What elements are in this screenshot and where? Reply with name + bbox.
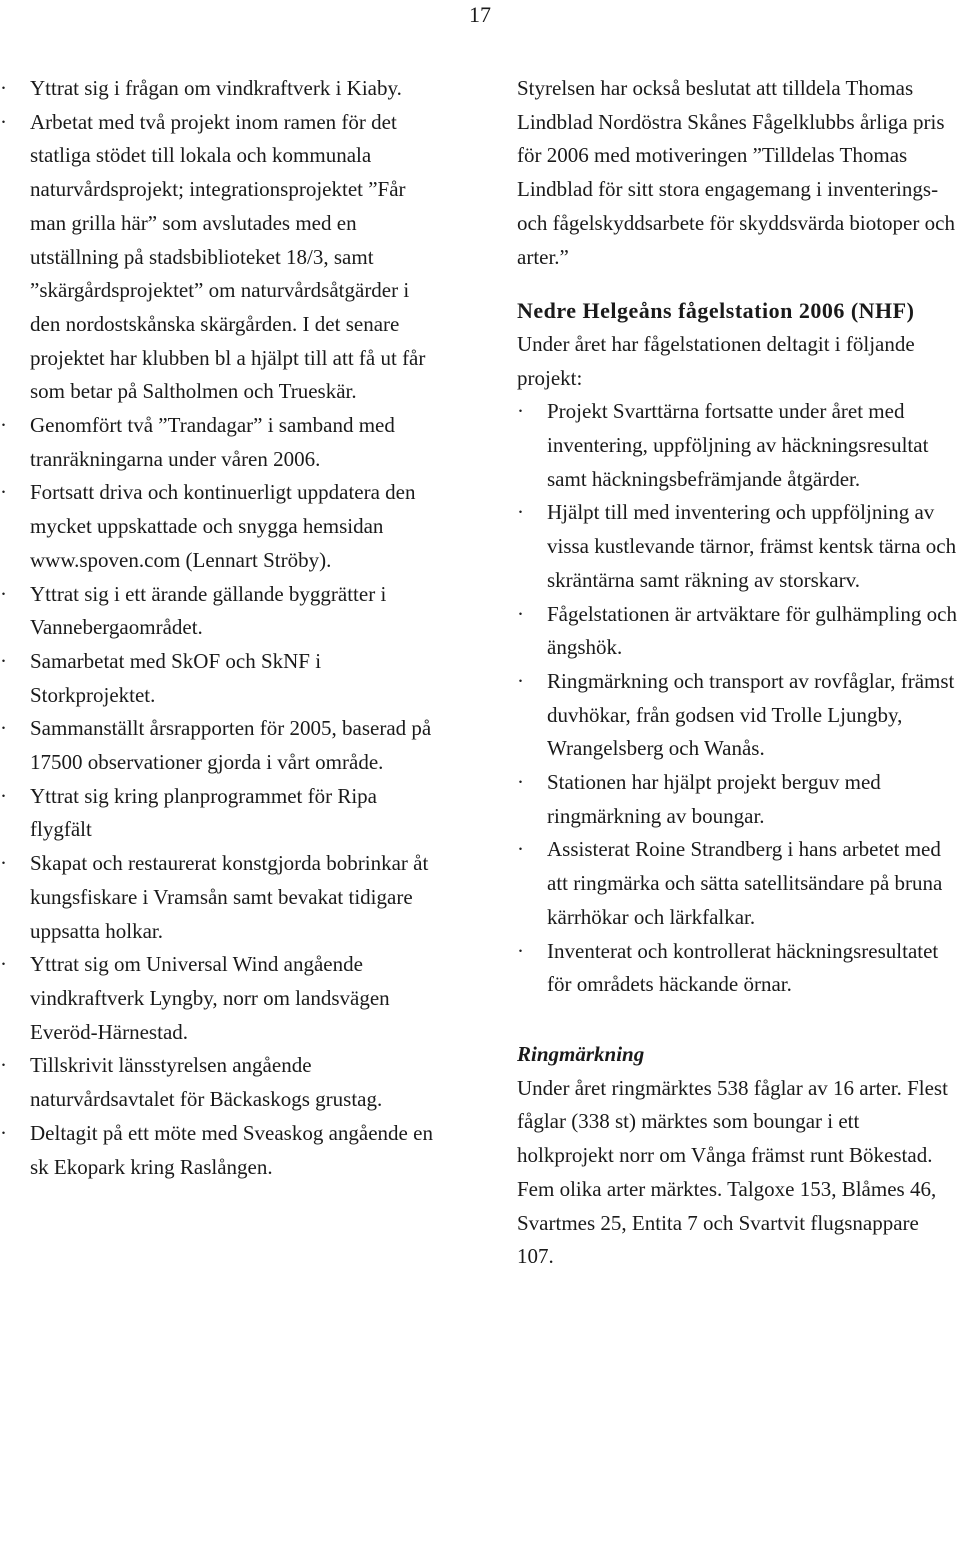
list-item: · Fortsatt driva och kontinuerligt uppdatera den mycket uppskattade och snygga hemsidan www.spoven.com (Lennart Ströby). bbox=[30, 476, 442, 577]
section-intro: Under året har fågelstationen deltagit i följande projekt: bbox=[517, 331, 915, 390]
list-item: · Skapat och restaurerat konstgjorda bobrinkar åt kungsfiskare i Vramsån samt bevakat tidigare uppsatta holkar. bbox=[30, 847, 442, 948]
list-item: · Fågelstationen är artväktare för gulhämpling och ängshök. bbox=[517, 598, 958, 665]
list-item: · Deltagit på ett möte med Sveaskog angående en sk Ekopark kring Raslången. bbox=[30, 1117, 442, 1184]
list-item: · Assisterat Roine Strandberg i hans arbetet med att ringmärka och sätta satellitsändare på bruna kärrhökar och lärkfalkar. bbox=[517, 833, 958, 934]
activity-list bbox=[30, 72, 442, 1184]
list-item: · Genomfört två ”Trandagar” i samband med tranräkningarna under våren 2006. bbox=[30, 409, 442, 476]
list-item: · Samarbetat med SkOF och SkNF i Storkprojektet. bbox=[30, 645, 442, 712]
list-item: · Inventerat och kontrollerat häckningsresultatet för områdets häckande örnar. bbox=[517, 935, 958, 1002]
ringing-paragraph: Under året ringmärktes 538 fåglar av 16 arter. Flest fåglar (338 st) märktes som boungar i ett holkprojekt norr om Vånga främst runt Bökestad. Fem olika arter märktes. Talgoxe 153, Blåmes 46, Svartmes 25, Entita 7 och Svartvit flugsnappare 107. bbox=[517, 1075, 948, 1269]
page-number: 17 bbox=[469, 2, 491, 27]
list-item: · Yttrat sig i ett ärande gällande byggrätter i Vannebergaområdet. bbox=[30, 578, 442, 645]
list-item: · Ringmärkning och transport av rovfåglar, främst duvhökar, från godsen vid Trolle Ljungby, Wrangelsberg och Wanås. bbox=[517, 665, 958, 766]
list-item: · Yttrat sig om Universal Wind angående vindkraftverk Lyngby, norr om landsvägen Everöd-Härnestad. bbox=[30, 948, 442, 1049]
list-item: · Stationen har hjälpt projekt berguv med ringmärkning av boungar. bbox=[517, 766, 958, 833]
award-paragraph: Styrelsen har också beslutat att tilldela Thomas Lindblad Nordöstra Skånes Fågelklubbs årliga pris för 2006 med motiveringen ”Tilldelas Thomas Lindblad för sitt stora engagemang i inventerings- och fågelskyddsarbete för skyddsvärda biotoper och arter.” bbox=[517, 76, 955, 269]
project-list bbox=[517, 395, 958, 1002]
list-item: · Yttrat sig i frågan om vindkraftverk i Kiaby. bbox=[30, 72, 442, 106]
list-item: · Sammanställt årsrapporten för 2005, baserad på 17500 observationer gjorda i vårt område. bbox=[30, 712, 442, 779]
list-item: · Tillskrivit länsstyrelsen angående naturvårdsavtalet för Bäckaskogs grustag. bbox=[30, 1049, 442, 1116]
list-item: · Yttrat sig kring planprogrammet för Ripa flygfält bbox=[30, 780, 442, 847]
list-item: · Projekt Svarttärna fortsatte under året med inventering, uppföljning av häckningsresultat samt häckningsbefrämjande åtgärder. bbox=[517, 395, 958, 496]
list-item: · Hjälpt till med inventering och uppföljning av vissa kustlevande tärnor, främst kentsk tärna och skräntärna samt räkning av storskarv. bbox=[517, 496, 958, 597]
list-item: · Arbetat med två projekt inom ramen för det statliga stödet till lokala och kommunala naturvårdsprojekt; integrationsprojektet ”Får man grilla här” som avslutades med en utställning på stadsbiblioteket 18/3, samt ”skärgårdsprojektet” om naturvårdsåtgärder i den nordostskånska skärgården. I det senare projektet har klubben bl a hjälpt till att få ut får som betar på Saltholmen och Trueskär. bbox=[30, 106, 442, 409]
ringing-subheading: Ringmärkning bbox=[517, 1041, 645, 1066]
right-column bbox=[517, 72, 958, 1274]
section-heading: Nedre Helgeåns fågelstation 2006 (NHF) bbox=[517, 298, 915, 324]
left-column bbox=[30, 72, 442, 1184]
